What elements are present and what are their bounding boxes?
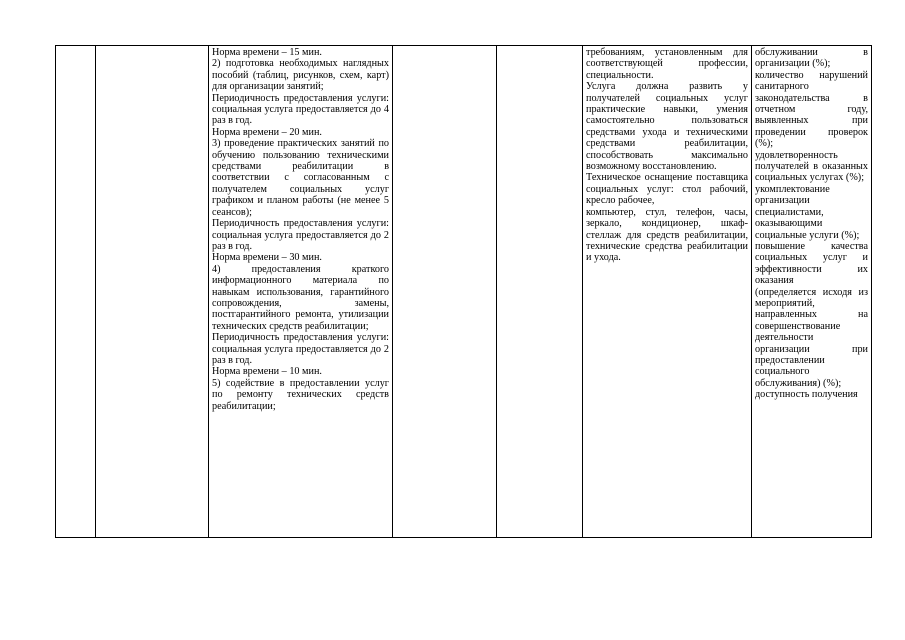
service-standard-table	[55, 45, 872, 538]
paragraph: (определяется исходя из мероприятий, направленных на совершенствование деятельности организации при предоставлении социального обслуживания) (%);	[755, 286, 868, 389]
paragraph: Норма времени – 20 мин.	[212, 126, 322, 138]
paragraph: 5) содействие в предоставлении услуг по ремонту технических средств реабилитации;	[212, 377, 389, 412]
paragraph: Норма времени – 10 мин.	[212, 366, 322, 378]
paragraph: Норма времени – 30 мин.	[212, 252, 322, 264]
cell-service-description	[209, 46, 393, 538]
table-row	[56, 46, 872, 538]
cell-service-name	[96, 46, 209, 538]
cell-tariff	[393, 46, 497, 538]
paragraph: Техническое оснащение поставщика социальных услуг: стол рабочий, кресло рабочее,	[586, 172, 748, 207]
paragraph: Периодичность предоставления услуги: социальная услуга предоставляется до 2 раз в год.	[212, 332, 389, 366]
cell-evaluation-criteria	[752, 46, 872, 538]
paragraph: укомплектование организации специалистами, оказывающими социальные услуги (%);	[755, 183, 860, 241]
paragraph: повышение качества социальных услуг и эффективности их оказания	[755, 240, 868, 287]
paragraph: компьютер, стул, телефон, часы, зеркало, кондиционер, шкаф-стеллаж для средств реабилитации, технические средства реабилитации и ухода.	[586, 206, 748, 264]
paragraph: количество нарушений санитарного законодательства в отчетном году, выявленных при проведении проверок (%);	[755, 69, 868, 150]
paragraph: удовлетворенность получателей в оказанных социальных услугах (%);	[755, 149, 868, 184]
paragraph: Периодичность предоставления услуги: социальная услуга предоставляется до 4 раз в год.	[212, 92, 389, 127]
cell-number	[56, 46, 96, 538]
paragraph: 4) предоставления краткого информационного материала по навыкам использования, гарантийного сопровождения, замены, постгарантийного ремонта, утилизации технических средств реабилитации;	[212, 263, 389, 332]
cell-timing	[497, 46, 583, 538]
cell-quality-indicators	[583, 46, 752, 538]
paragraph: требованиям, установленным для соответствующей профессии, специальности.	[586, 47, 748, 81]
paragraph: 3) проведение практических занятий по обучению пользованию техническими средствами реабилитации в соответствии с согласованным с получателем социальных услуг графиком и планом работы (не менее 5 сеансов);	[212, 138, 389, 218]
paragraph: Периодичность предоставления услуги: социальная услуга предоставляется до 2 раз в год.	[212, 218, 389, 252]
paragraph: Услуга должна развить у получателей социальных услуг практические навыки, умения самостоятельно пользоваться средствами ухода и техническими средствами реабилитации, способствовать максимально возможному восстановлению.	[586, 81, 748, 173]
paragraph: 2) подготовка необходимых наглядных пособий (таблиц, рисунков, схем, карт) для организации занятий;	[212, 58, 389, 93]
paragraph: обслуживании в организации (%);	[755, 47, 868, 70]
paragraph: доступность получения	[755, 389, 858, 401]
paragraph: Норма времени – 15 мин.	[212, 47, 322, 58]
